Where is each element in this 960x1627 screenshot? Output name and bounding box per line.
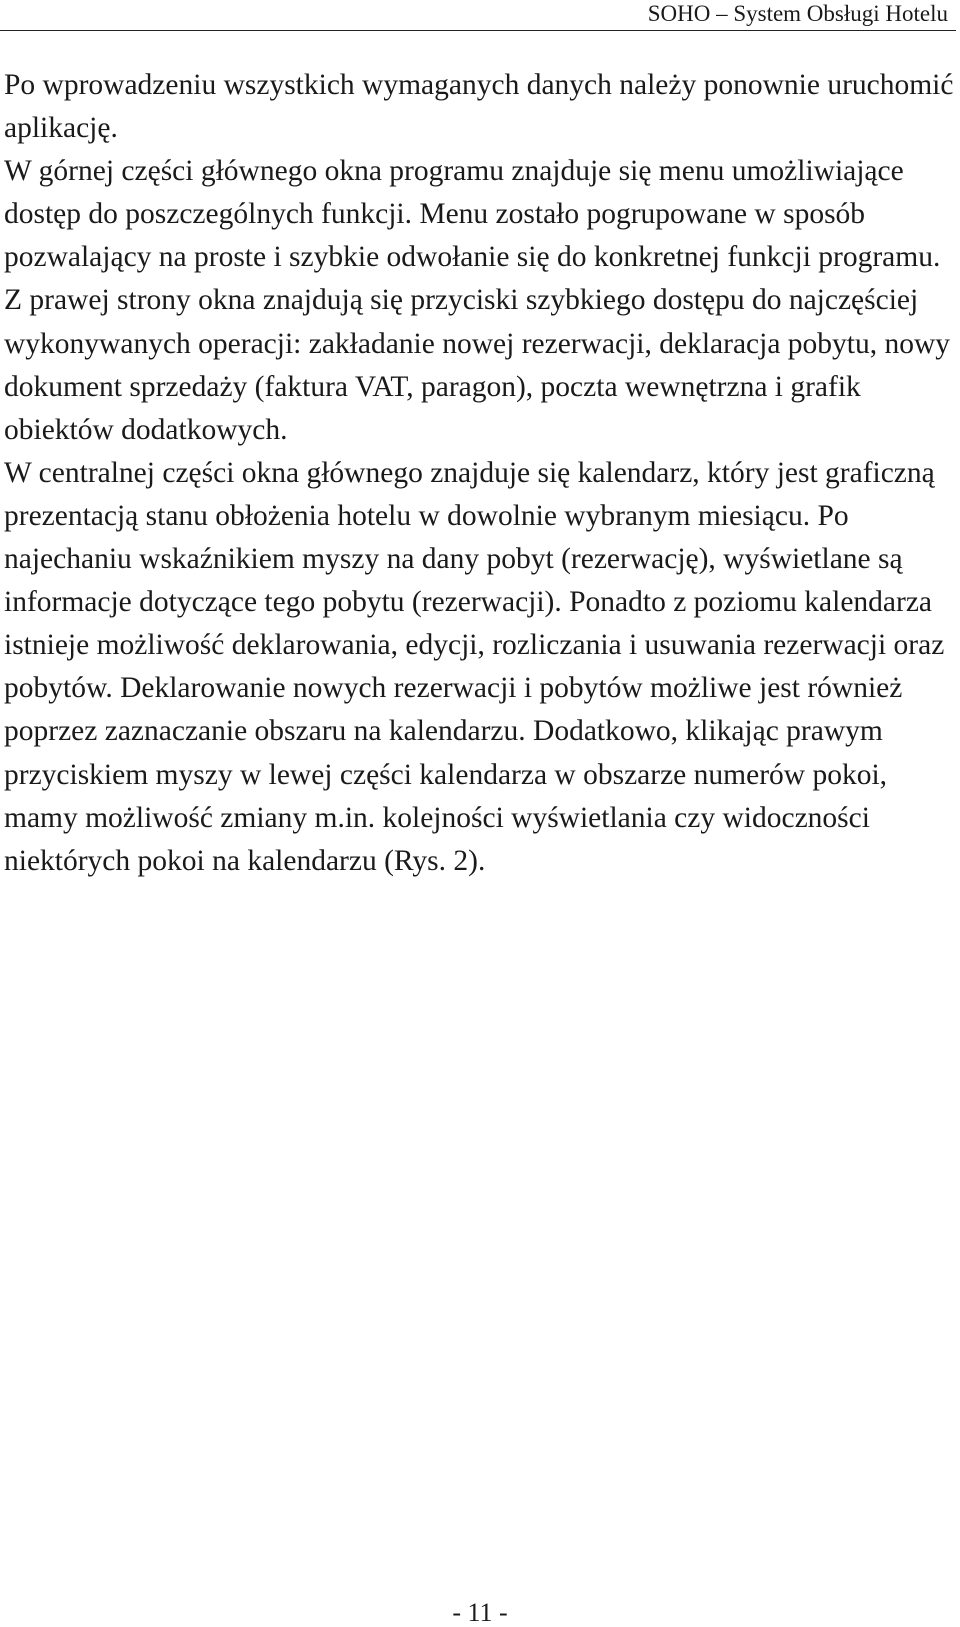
body-text — [4, 64, 956, 883]
paragraph-calendar: W centralnej części okna głównego znajduje się kalendarz, który jest graficzną prezentacją stanu obłożenia hotelu w dowolnie wybranym miesiącu. Po najechaniu wskaźnikiem myszy na dany pobyt (rezerwację), wyświetlane są informacje dotyczące tego pobytu (rezerwacji). Ponadto z poziomu kalendarza istnieje możliwość deklarowania, edycji, rozliczania i usuwania rezerwacji oraz pobytów. Deklarowanie nowych rezerwacji i pobytów możliwe jest również poprzez zaznaczanie obszaru na kalendarzu. Dodatkowo, klikając prawym przyciskiem myszy w lewej części kalendarza w obszarze numerów pokoi, mamy możliwość zmiany m.in. kolejności wyświetlania czy widoczności niektórych pokoi na kalendarzu (Rys. 2). — [4, 456, 945, 877]
paragraph-restart-app: Po wprowadzeniu wszystkich wymaganych danych należy ponownie uruchomić aplikację. — [4, 69, 954, 145]
page-number: - 11 - — [452, 1598, 508, 1627]
paragraph-main-menu: W górnej części głównego okna programu znajduje się menu umożliwiające dostęp do poszczególnych funkcji. Menu zostało pogrupowane w sposób pozwalający na proste i szybkie odwołanie się do konkretnej funkcji programu. Z prawej strony okna znajdują się przyciski szybkiego dostępu do najczęściej wykonywanych operacji: zakładanie nowej rezerwacji, deklaracja pobytu, nowy dokument sprzedaży (faktura VAT, paragon), poczta wewnętrzna i grafik obiektów dodatkowych. — [4, 155, 951, 446]
document-title: SOHO – System Obsługi Hotelu — [647, 1, 948, 26]
running-header — [0, 0, 956, 31]
